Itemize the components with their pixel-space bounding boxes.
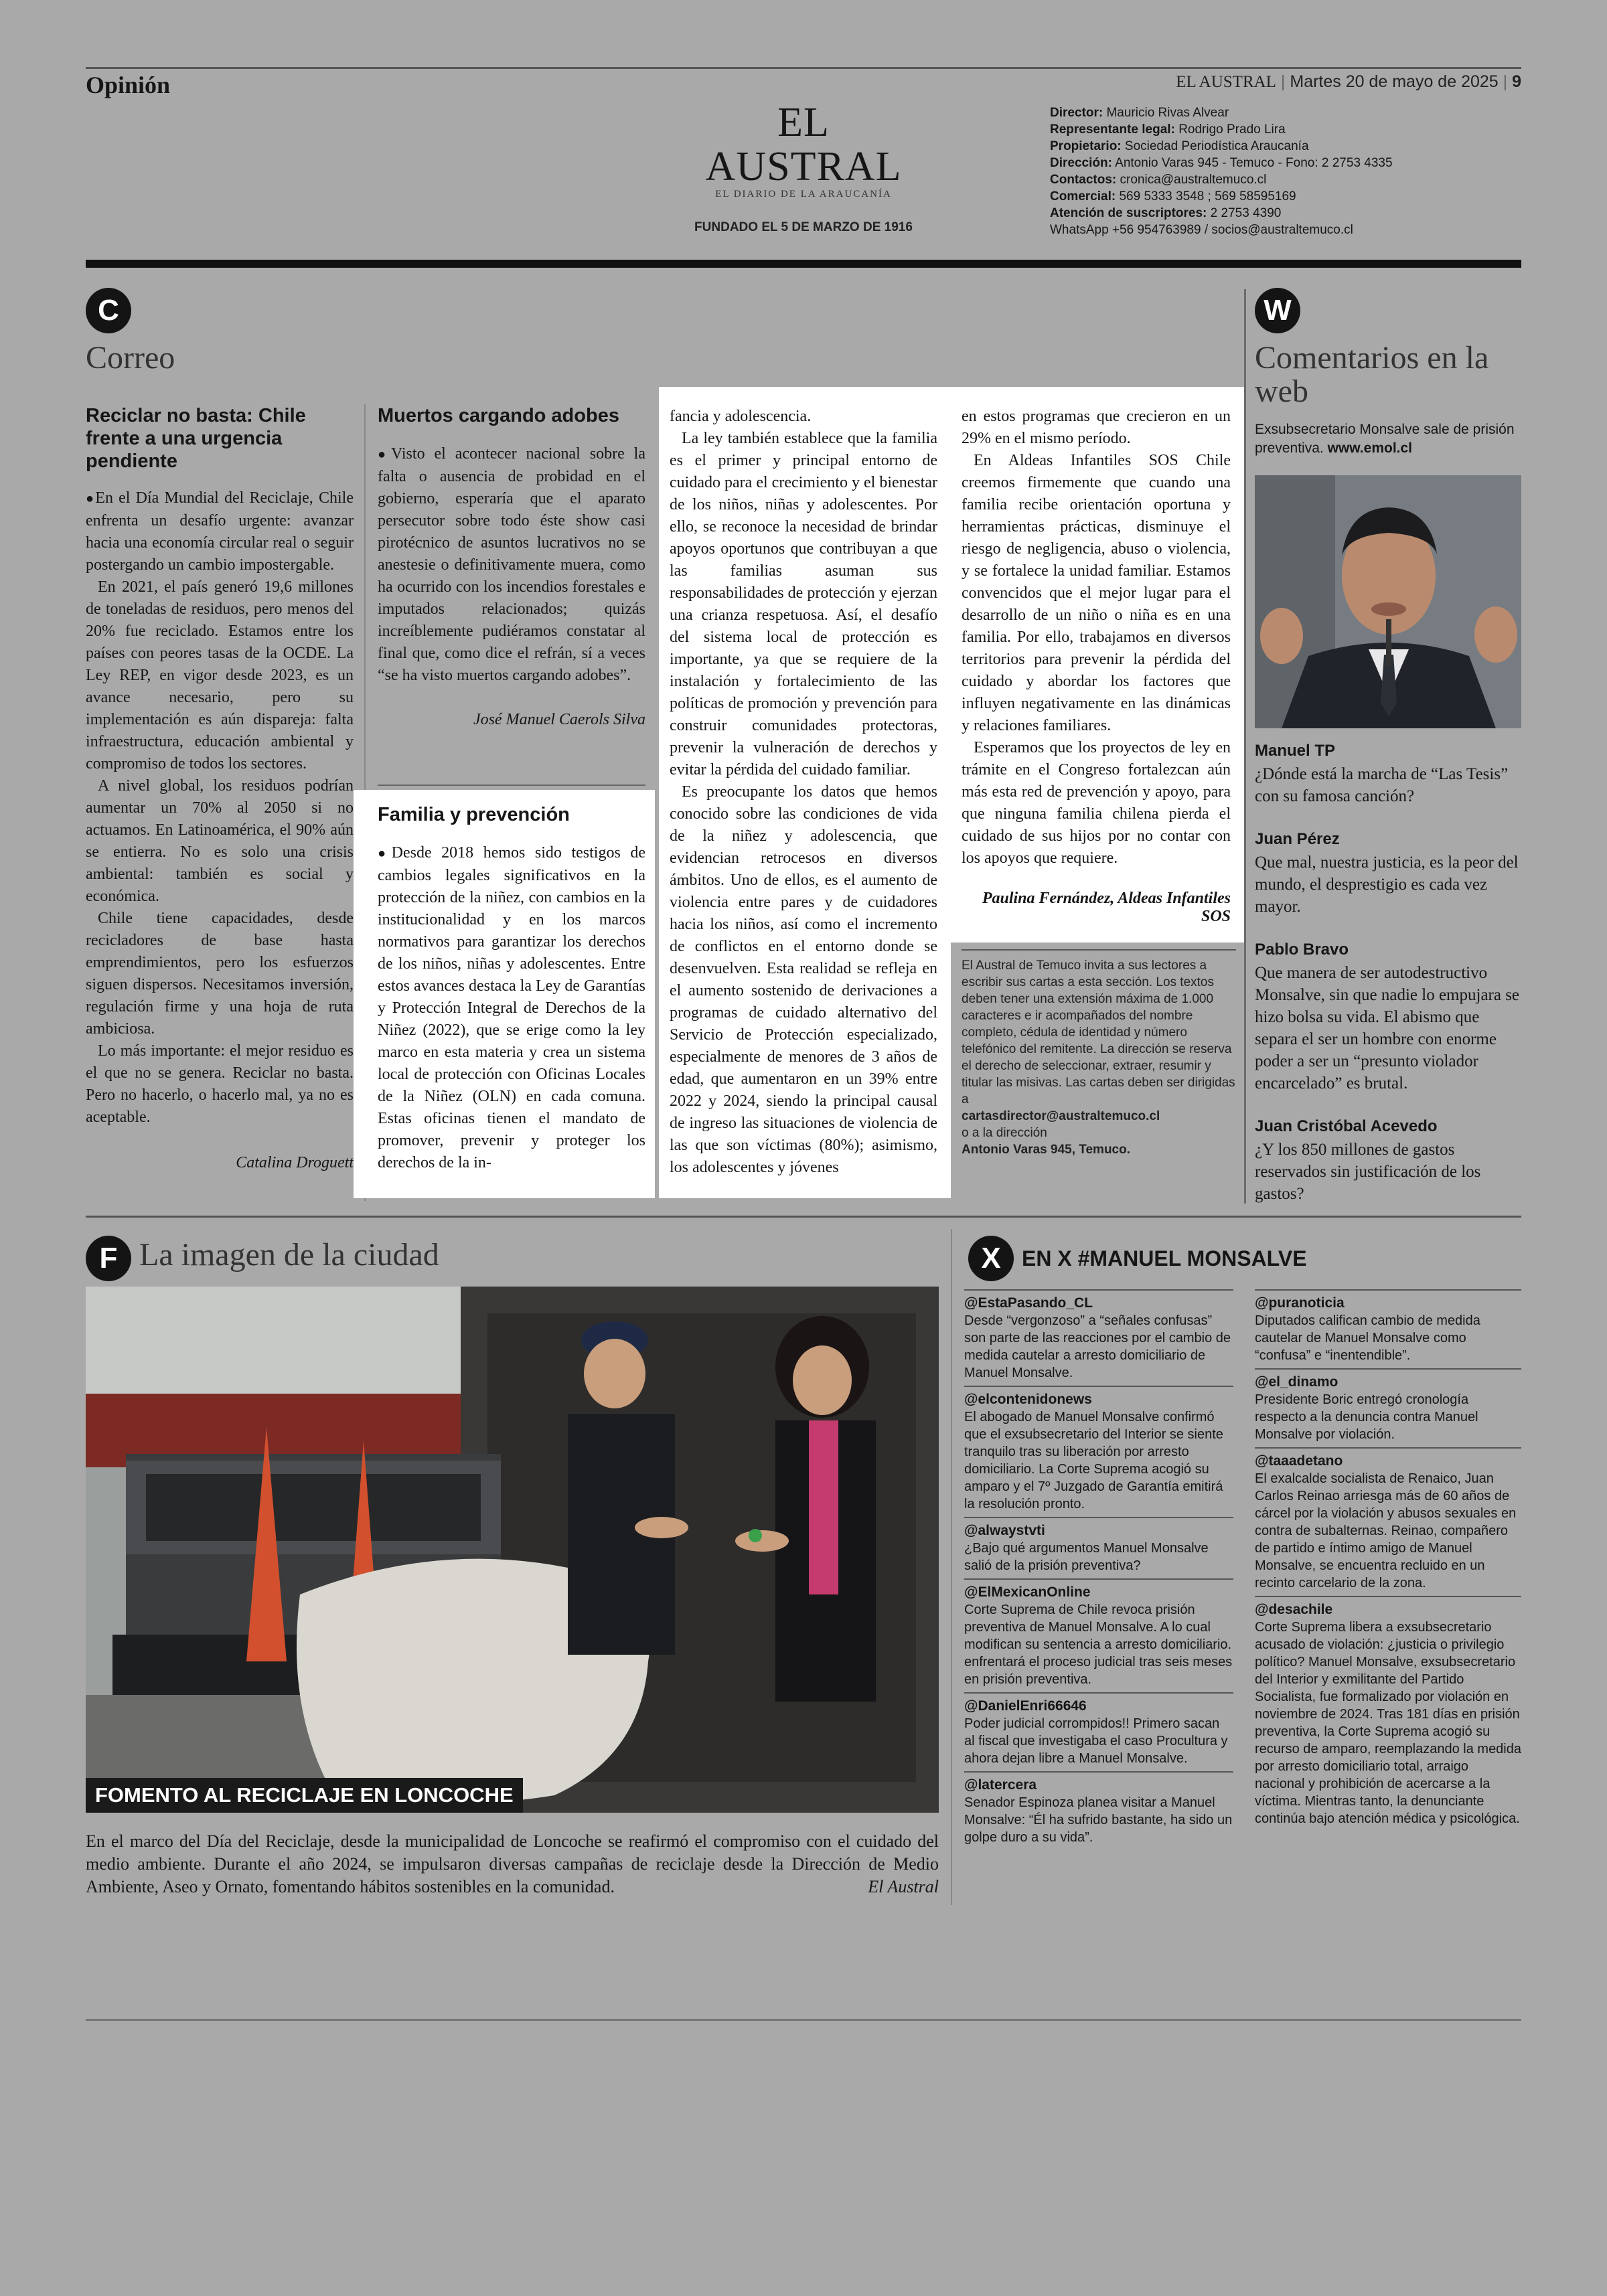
letter-body: [378, 842, 645, 1174]
paragraph: Chile tiene capacidades, desde recicladores de base hasta emprendimientos, pero los esfuerzos siguen dispersos. Necesitamos inversión, regulación firme y una hoja de ruta ambiciosa.: [86, 910, 354, 1038]
folio-date: Martes 20 de mayo de 2025: [1290, 72, 1499, 91]
staff-label: Comercial:: [1050, 189, 1116, 203]
photo-label: FOMENTO AL RECICLAJE EN LONCOCHE: [86, 1778, 523, 1813]
top-rule: [86, 67, 1521, 69]
staff-row: [1050, 104, 1452, 121]
web-comment: [1255, 1117, 1521, 1205]
web-title: Comentarios en la web: [1255, 340, 1489, 410]
comment-author: Pablo Bravo: [1255, 940, 1349, 959]
x-handle[interactable]: @taaadetano: [1255, 1453, 1343, 1469]
x-handle[interactable]: @el_dinamo: [1255, 1374, 1338, 1390]
x-post-text: El abogado de Manuel Monsalve confirmó que el exsubsecretario del Interior se siente tranquilo tras su liberación por arresto domiciliario. La Corte Suprema acogió su amparo y el 7º Juzgado de Garantía emitirá la resolución pronto.: [964, 1410, 1223, 1511]
staff-row: [1050, 205, 1452, 222]
web-comment: [1255, 940, 1521, 1094]
letter-divider: [378, 785, 645, 786]
x-title: EN X #MANUEL MONSALVE: [1022, 1246, 1307, 1270]
staff-row: [1050, 222, 1452, 238]
x-post: [964, 1289, 1233, 1386]
x-post: [1255, 1447, 1521, 1596]
x-post-text: El exalcalde socialista de Renaico, Juan Carlos Reinao arriesga más de 60 años de cárcel por la violación y abusos sexuales en contra de subalternas. Reinao, compañero de partido e íntimo amigo de Manuel Monsalve, se encuentra recluido en un recinto carcelario de la zona.: [1255, 1471, 1517, 1590]
letter-body: [962, 406, 1231, 870]
letter-body: [670, 406, 937, 1179]
paragraph: ● En el Día Mundial del Reciclaje, Chile enfrenta un desafío urgente: avanzar hacia una economía circular real o seguir postergando un cambio impostergable.: [86, 487, 354, 576]
masthead-logo: EL AUSTRAL: [705, 100, 902, 189]
portrait-photo: [1255, 475, 1521, 728]
letter-familia-col2: [670, 406, 937, 1179]
web-comment: [1255, 830, 1521, 918]
letter-signature: Paulina Fernández, Aldeas Infantiles SOS: [982, 890, 1231, 925]
correo-title: Correo: [86, 340, 175, 376]
comment-author: Manuel TP: [1255, 742, 1336, 760]
x-handle[interactable]: @ElMexicanOnline: [964, 1584, 1091, 1600]
x-post: [1255, 1368, 1521, 1447]
x-post: [964, 1578, 1233, 1692]
x-post: [964, 1692, 1233, 1771]
x-post-text: Desde “vergonzoso” a “señales confusas” son parte de las reacciones por el cambio de medida cautelar a arresto domiciliario de Manuel Monsalve.: [964, 1313, 1231, 1380]
notice-address: Antonio Varas 945, Temuco.: [962, 1143, 1131, 1157]
x-post: [1255, 1289, 1521, 1368]
x-post: [964, 1517, 1233, 1578]
x-post-text: Corte Suprema de Chile revoca prisión preventiva de Manuel Monsalve. A lo cual modifican su sentencia a arresto domiciliario. enfrentará el proceso judicial tras seis meses en prisión preventiva.: [964, 1603, 1233, 1687]
staff-value: Rodrigo Prado Lira: [1178, 122, 1286, 137]
photo-caption: [86, 1830, 939, 1898]
notice-or: o a la dirección: [962, 1126, 1047, 1140]
letter-reciclar: [86, 404, 354, 1172]
caption-text: En el marco del Día del Reciclaje, desde la municipalidad de Loncoche se reafirmó el compromiso con el cuidado del medio ambiente. Durante el año 2024, se impulsaron diversas campañas de reciclaje desde la Dirección de Medio Ambiente, Aseo y Ornato, fomentando hábitos sostenibles en la comunidad.: [86, 1831, 939, 1896]
letter-title: Muertos cargando adobes: [378, 405, 619, 426]
comment-text: Que mal, nuestra justicia, es la peor del mundo, el desprestigio es cada vez mayor.: [1255, 853, 1519, 916]
paragraph: A nivel global, los residuos podrían aumentar un 70% al 2050 si no actuamos. En Latinoamérica, el 90% aún se entierra. No es solo una crisis ambiental: también es social y económica.: [86, 777, 354, 905]
comment-text: Que manera de ser autodestructivo Monsalve, sin que nadie lo empujara se hizo bolsa su vida. El abismo que separa el ser un hombre con enorme poder a ser un “presunto violador encarcelado” es brutal.: [1255, 964, 1520, 1092]
staff-label: Atención de suscriptores:: [1050, 206, 1207, 220]
paragraph: La ley también establece que la familia es el primer y principal entorno de cuidado para el crecimiento y el bienestar de los niños, niñas y adolescentes. Por ello, se reconoce la necesidad de brindar apoyos oportunos que contribuyan a que las familias asuman sus responsabilidades de protección y ejerzan una crianza respetuosa. Así, el desafío del sistema local de protección es importante, ya que se requiere de la instalación y fortalecimiento de las políticas de promoción y prevención para construir comunidades protectoras, prevenir la vulneración de derechos y evitar la pérdida del cuidado familiar.: [670, 430, 937, 778]
portrait-illustration: [1255, 475, 1521, 728]
x-handle[interactable]: @desachile: [1255, 1602, 1333, 1617]
x-column-2: [1255, 1289, 1521, 1831]
letter-familia-col1: [378, 803, 645, 1174]
web-headline-text: Exsubsecretario Monsalve sale de prisión preventiva.: [1255, 422, 1515, 456]
correo-badge: C: [86, 288, 131, 333]
staff-value: cronica@australtemuco.cl: [1120, 173, 1267, 187]
x-post-text: Senador Espinoza planea visitar a Manuel Monsalve: “Él ha sufrido bastante, ha sido un golpe duro a su vida”.: [964, 1795, 1233, 1845]
city-photo-illustration: [86, 1287, 939, 1813]
x-handle[interactable]: @alwaystvti: [964, 1523, 1045, 1538]
x-post-text: Presidente Boric entregó cronología respecto a la denuncia contra Manuel Monsalve por violación.: [1255, 1392, 1478, 1442]
web-comments: [1255, 742, 1521, 1228]
x-post: [964, 1386, 1233, 1517]
web-comment: [1255, 742, 1521, 807]
staff-row: [1050, 188, 1452, 205]
paragraph: fancia y adolescencia.: [670, 408, 812, 425]
column-rule: [951, 1229, 952, 1905]
folio: EL AUSTRAL | Martes 20 de mayo de 2025 | 9: [1176, 72, 1521, 91]
staff-label: Director:: [1050, 106, 1103, 120]
paragraph: ● Visto el acontecer nacional sobre la falta o ausencia de probidad en el gobierno, esperaría que el aparato persecutor sobre todo éste show casi pirotécnico de asuntos lucrativos no se anestesie o definitivamente muera, como ha ocurrido con los incendios forestales e imputados relacionados; quizás increíblemente pudiéramos constatar al final que, como dice el refrán, sí a veces “se ha visto muertos cargando adobes”.: [378, 443, 645, 687]
notice-email[interactable]: cartasdirector@australtemuco.cl: [962, 1109, 1160, 1123]
x-handle[interactable]: @latercera: [964, 1777, 1037, 1793]
letter-title: Familia y prevención: [378, 804, 570, 825]
staff-row: [1050, 138, 1452, 155]
staff-value: 569 5333 3548 ; 569 58595169: [1119, 189, 1296, 203]
staff-value: 2 2753 4390: [1210, 206, 1282, 220]
paragraph: en estos programas que crecieron en un 29% en el mismo período.: [962, 408, 1231, 447]
comment-author: Juan Pérez: [1255, 830, 1340, 848]
staff-label: Representante legal:: [1050, 122, 1175, 137]
paragraph: ● Desde 2018 hemos sido testigos de cambios legales significativos en la protección de la niñez, con cambios en la institucionalidad y en los marcos normativos para garantizar los derechos de los niños, niñas y adolescentes. Entre estos avances destaca la Ley de Garantías y Protección Integral de Derechos de la Niñez (2022), que se erige como la ley marco en esta materia y crea un sistema local de protección con Oficinas Locales de la Niñez (OLN) en cada comuna. Estas oficinas tienen el mandato de promover, prevenir y proteger los derechos de la in-: [378, 842, 645, 1174]
staff-row: [1050, 155, 1452, 171]
staff-value: WhatsApp +56 954763989 / socios@australtemuco.cl: [1050, 223, 1353, 237]
middle-rule: [86, 1216, 1521, 1218]
web-source[interactable]: www.emol.cl: [1327, 440, 1412, 456]
masthead-subtitle: EL DIARIO DE LA ARAUCANÍA: [715, 189, 892, 199]
bottom-rule: [86, 2019, 1521, 2021]
staff-row: [1050, 121, 1452, 138]
section-rule-vertical: [1244, 289, 1246, 1204]
letter-muertos: [378, 404, 645, 729]
letter-signature: Catalina Droguett: [236, 1154, 354, 1171]
x-post: [964, 1771, 1233, 1850]
staff-value: Antonio Varas 945 - Temuco - Fono: 2 2753 4335: [1115, 156, 1393, 170]
staff-value: Sociedad Periodística Araucanía: [1124, 139, 1309, 153]
folio-paper: EL AUSTRAL: [1176, 73, 1276, 91]
x-post: [1255, 1596, 1521, 1831]
letter-title: Reciclar no basta: Chile frente a una urgencia pendiente: [86, 405, 306, 472]
x-handle[interactable]: @DanielEnri66646: [964, 1698, 1087, 1714]
paragraph: Lo más importante: el mejor residuo es el que no se genera. Reciclar no basta. Pero no hacerlo, o hacerlo mal, ya no es aceptable.: [86, 1042, 354, 1126]
photo-credit: El Austral: [868, 1877, 939, 1896]
comment-author: Juan Cristóbal Acevedo: [1255, 1117, 1438, 1135]
paragraph: Es preocupante los datos que hemos conocido sobre las condiciones de vida de la niñez y adolescencia, que evidencian retrocesos en diversos ámbitos. Uno de ellos, es el aumento de violencia entre pares y de cuidadores hacia los niños, así como el incremento de conflictos en el entorno donde se desenvuelven. Esta realidad se refleja en el aumento sostenido de derivaciones a programas de cuidado alternativo del Servicio de Protección especializado, especialmente de menores de 3 años de edad, que aumentaron en un 39% entre 2022 y 2024, siendo la principal causal de ingreso las situaciones de violencia de las que son víctimas (80%); asimismo, los adolescentes y jóvenes: [670, 783, 937, 1176]
header-rule: [86, 260, 1521, 268]
city-photo: [86, 1287, 939, 1813]
web-badge: W: [1255, 288, 1300, 333]
staff-label: Propietario:: [1050, 139, 1122, 153]
x-post-text: Diputados califican cambio de medida cautelar de Manuel Monsalve como “confusa” e “inentendible”.: [1255, 1313, 1480, 1363]
paragraph: En 2021, el país generó 19,6 millones de toneladas de residuos, pero menos del 20% fue reciclado. Estamos entre los países con peores tasas de la OCDE. La Ley REP, en vigor desde 2023, es un avance necesario, pero su implementación es aún dispareja: falta infraestructura, educación ambiental y compromiso de todos los sectores.: [86, 578, 354, 772]
comment-text: ¿Y los 850 millones de gastos reservados sin justificación de los gastos?: [1255, 1141, 1481, 1203]
x-handle[interactable]: @elcontenidonews: [964, 1392, 1092, 1407]
x-handle[interactable]: @puranoticia: [1255, 1295, 1345, 1311]
ciudad-title: La imagen de la ciudad: [139, 1237, 439, 1273]
x-handle[interactable]: @EstaPasando_CL: [964, 1295, 1093, 1311]
letter-body: [378, 443, 645, 687]
staff-row: [1050, 171, 1452, 188]
page-number: 9: [1512, 72, 1521, 91]
paragraph: En Aldeas Infantiles SOS Chile creemos firmemente que cuando una familia recibe orientación oportuna y herramientas prácticas, disminuye el riesgo de negligencia, abuso o violencia, y se fortalece la unidad familiar. Estamos convencidos que el mejor lugar para el desarrollo de un niño o niña es en una familia. Por ello, trabajamos en diversos territorios para prevenir la pérdida del cuidado y abordar los factores que influyen negativamente en las dinámicas y relaciones familiares.: [962, 452, 1231, 734]
paragraph: Esperamos que los proyectos de ley en trámite en el Congreso fortalezcan aún más esta red de prevención y apoyo, para que ninguna familia chilena pierda el cuidado de sus hijos por no contar con los apoyos que requiere.: [962, 739, 1231, 867]
letter-signature: José Manuel Caerols Silva: [473, 711, 645, 728]
comment-text: ¿Dónde está la marcha de “Las Tesis” con su famosa canción?: [1255, 765, 1509, 805]
staff-box: [1050, 104, 1452, 238]
x-badge: X: [968, 1236, 1014, 1281]
ciudad-badge: F: [86, 1236, 131, 1281]
letter-body: [86, 487, 354, 1129]
notice-text: El Austral de Temuco invita a sus lectores a escribir sus cartas a esta sección. Los textos deben tener una extensión máxima de 1.000 caracteres e ir acompañados del nombre completo, cédula de identidad y número telefónico del remitente. La dirección se reserva el derecho de seleccionar, extraer, resumir y titular las misivas. Las cartas deben ser dirigidas a: [962, 949, 1236, 1108]
letters-notice: [962, 949, 1236, 1158]
x-column-1: [964, 1289, 1233, 1850]
x-post-text: Poder judicial corrompidos!! Primero sacan al fiscal que investigaba el caso Procultura y ahora dejan libre a Manuel Monsalve.: [964, 1716, 1228, 1766]
letter-familia-col3: [962, 406, 1231, 926]
section-name: Opinión: [86, 72, 171, 98]
staff-label: Contactos:: [1050, 173, 1117, 187]
founded-date: FUNDADO EL 5 DE MARZO DE 1916: [694, 220, 913, 234]
masthead: [690, 100, 917, 235]
x-post-text: Corte Suprema libera a exsubsecretario acusado de violación: ¿justicia o privilegio político? Manuel Monsalve, exsubsecretario del Interior y exmilitante del Partido Socialista, fue formalizado por violación en noviembre de 2024. Tras 181 días en prisión preventiva, la Corte Suprema acogió su recurso de amparo, reemplazando la medida por arresto domiciliario total, arraigo nacional y prohibición de acercarse a la víctima. Mientras tanto, la denunciante continúa bajo atención médica y psicológica.: [1255, 1620, 1521, 1826]
staff-label: Dirección:: [1050, 156, 1112, 170]
web-headline: [1255, 420, 1521, 458]
x-post-text: ¿Bajo qué argumentos Manuel Monsalve salió de la prisión preventiva?: [964, 1541, 1209, 1573]
staff-value: Mauricio Rivas Alvear: [1106, 106, 1229, 120]
